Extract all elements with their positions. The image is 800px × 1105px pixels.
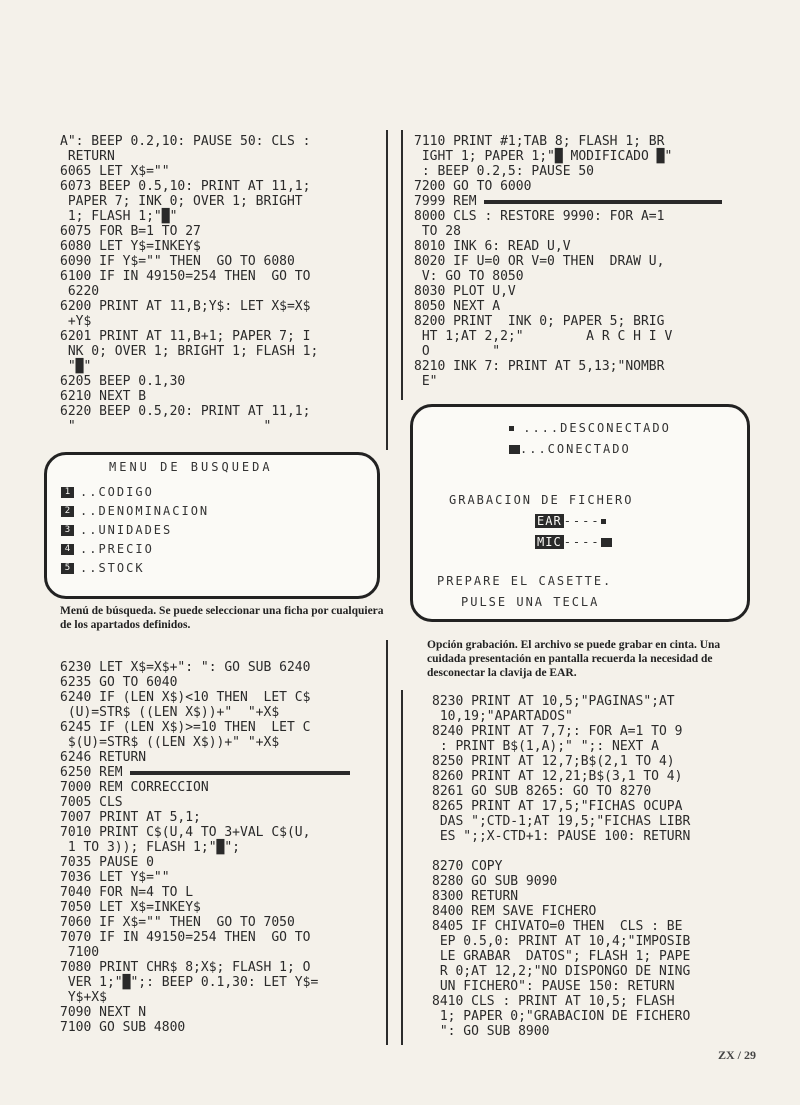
save-screen <box>410 404 750 622</box>
prepare-line: PREPARE EL CASETTE. <box>437 574 613 588</box>
code-line: HT 1;AT 2,2;" A R C H I V <box>414 329 673 344</box>
code-line: 8000 CLS : RESTORE 9990: FOR A=1 <box>414 209 665 224</box>
code-line: 8020 IF U=0 OR V=0 THEN DRAW U, <box>414 254 665 269</box>
listing-left-top <box>60 134 382 434</box>
code-line: : BEEP 0.2,5: PAUSE 50 <box>414 164 595 179</box>
code-line: 8410 CLS : PRINT AT 10,5; FLASH <box>432 994 675 1009</box>
code-line: 8030 PLOT U,V <box>414 284 516 299</box>
code-line: 7005 CLS <box>60 795 123 810</box>
menu-item[interactable] <box>61 523 209 537</box>
code-line: ES ";;X-CTD+1: PAUSE 100: RETURN <box>432 829 691 844</box>
mic-label: MIC <box>537 535 562 549</box>
code-line: 6090 IF Y$="" THEN GO TO 6080 <box>60 254 295 269</box>
code-line: TO 28 <box>414 224 461 239</box>
small-block-icon <box>601 519 606 524</box>
menu-caption: Menú de búsqueda. Se puede seleccionar una ficha por cualquiera de los apartados definidos. <box>60 605 384 631</box>
code-line: 8300 RETURN <box>432 889 519 904</box>
code-line: +Y$ <box>60 314 92 329</box>
mic-dashes: ---- <box>563 535 601 549</box>
page-number: ZX / 29 <box>718 1048 757 1062</box>
menu-item-number: 5 <box>61 563 74 574</box>
code-block <box>432 694 762 844</box>
code-line: 7036 LET Y$="" <box>60 870 170 885</box>
code-line: 6235 GO TO 6040 <box>60 675 178 690</box>
menu-item-label: ..CODIGO <box>80 485 154 499</box>
code-line: DAS ";CTD-1;AT 19,5;"FICHAS LIBR <box>432 814 691 829</box>
code-line: 6220 BEEP 0.5,20: PRINT AT 11,1; <box>60 404 311 419</box>
code-line: 8261 GO SUB 8265: GO TO 8270 <box>432 784 652 799</box>
code-line: (U)=STR$ ((LEN X$))+" "+X$ <box>60 705 280 720</box>
column-rule-left-lower <box>386 640 388 1045</box>
code-line: 8405 IF CHIVATO=0 THEN CLS : BE <box>432 919 683 934</box>
save-title: GRABACION DE FICHERO <box>449 493 634 507</box>
code-block <box>414 134 754 194</box>
code-line: LE GRABAR DATOS"; FLASH 1; PAPE <box>432 949 691 964</box>
listing-left-bottom <box>60 660 382 1035</box>
code-line: 7110 PRINT #1;TAB 8; FLASH 1; BR <box>414 134 665 149</box>
menu-list <box>61 485 209 580</box>
listing-right-top <box>414 134 754 389</box>
rem-line <box>60 765 382 780</box>
save-caption: Opción grabación. El archivo se puede grabar en cinta. Una cuidada presentación en pantalla recuerda la necesidad de desconectar la clavija de EAR. <box>427 639 721 679</box>
menu-item-label: ..UNIDADES <box>80 523 173 537</box>
code-line: 6075 FOR B=1 TO 27 <box>60 224 201 239</box>
code-line: 7090 NEXT N <box>60 1005 147 1020</box>
code-line: 7060 IF X$="" THEN GO TO 7050 <box>60 915 295 930</box>
code-line: 6210 NEXT B <box>60 389 147 404</box>
code-line: 6246 RETURN <box>60 750 147 765</box>
menu-item-number: 2 <box>61 506 74 517</box>
listing-right-bottom <box>432 694 762 1039</box>
menu-screen <box>44 452 380 599</box>
code-line: NK 0; OVER 1; BRIGHT 1; FLASH 1; <box>60 344 319 359</box>
code-line: $(U)=STR$ ((LEN X$))+" "+X$ <box>60 735 280 750</box>
column-rule-left <box>386 130 388 450</box>
mic-line <box>535 535 612 549</box>
code-line: 8240 PRINT AT 7,7;: FOR A=1 TO 9 <box>432 724 683 739</box>
code-line: 7080 PRINT CHR$ 8;X$; FLASH 1; O <box>60 960 311 975</box>
code-line: 8210 INK 7: PRINT AT 5,13;"NOMBR <box>414 359 665 374</box>
conectado-line <box>509 442 631 456</box>
code-line: Y$+X$ <box>60 990 107 1005</box>
code-line: 8400 REM SAVE FICHERO <box>432 904 597 919</box>
code-line: 6220 <box>60 284 100 299</box>
column-rule-right <box>401 130 403 400</box>
conectado-label: ...CONECTADO <box>520 442 631 456</box>
pulse-line: PULSE UNA TECLA <box>461 595 600 609</box>
code-line: 10,19;"APARTADOS" <box>432 709 573 724</box>
code-line: 7007 PRINT AT 5,1; <box>60 810 201 825</box>
code-line: 8270 COPY <box>432 859 503 874</box>
code-block <box>60 134 382 434</box>
rem-line <box>414 194 754 209</box>
code-line: 6205 BEEP 0.1,30 <box>60 374 186 389</box>
rem-bar <box>484 200 722 204</box>
code-line: 8050 NEXT A <box>414 299 501 314</box>
menu-item-label: ..PRECIO <box>80 542 154 556</box>
code-line: 6080 LET Y$=INKEY$ <box>60 239 201 254</box>
code-line: 7100 GO SUB 4800 <box>60 1020 186 1035</box>
menu-item[interactable] <box>61 542 209 556</box>
code-line: EP 0.5,0: PRINT AT 10,4;"IMPOSIB <box>432 934 691 949</box>
code-line: 6073 BEEP 0.5,10: PRINT AT 11,1; <box>60 179 311 194</box>
code-line: R 0;AT 12,2;"NO DISPONGO DE NING <box>432 964 691 979</box>
code-line: 7035 PAUSE 0 <box>60 855 154 870</box>
code-line: UN FICHERO": PAUSE 150: RETURN <box>432 979 675 994</box>
code-line: 1 TO 3)); FLASH 1;"█"; <box>60 840 241 855</box>
code-line: "█" <box>60 359 92 374</box>
menu-item-number: 4 <box>61 544 74 555</box>
menu-item-number: 1 <box>61 487 74 498</box>
menu-item[interactable] <box>61 485 209 499</box>
code-line: E" <box>414 374 438 389</box>
menu-item-number: 3 <box>61 525 74 536</box>
desconectado-line <box>509 421 671 435</box>
code-line: 6201 PRINT AT 11,B+1; PAPER 7; I <box>60 329 311 344</box>
rem-text: 7999 REM <box>414 194 477 209</box>
code-line: RETURN <box>60 149 115 164</box>
code-block <box>60 780 382 1035</box>
code-line: VER 1;"█";: BEEP 0.1,30: LET Y$= <box>60 975 319 990</box>
code-line: O " <box>414 344 501 359</box>
code-line: 7040 FOR N=4 TO L <box>60 885 194 900</box>
code-line: 8250 PRINT AT 12,7;B$(2,1 TO 4) <box>432 754 675 769</box>
code-line: ": GO SUB 8900 <box>432 1024 550 1039</box>
code-line: 7070 IF IN 49150=254 THEN GO TO <box>60 930 311 945</box>
code-block <box>414 209 754 389</box>
small-block-icon <box>509 426 514 431</box>
code-line: 6065 LET X$="" <box>60 164 170 179</box>
code-line: PAPER 7; INK 0; OVER 1; BRIGHT <box>60 194 303 209</box>
code-line: 8280 GO SUB 9090 <box>432 874 558 889</box>
code-line: 8010 INK 6: READ U,V <box>414 239 571 254</box>
code-line: 1; FLASH 1;"█" <box>60 209 178 224</box>
block-icon <box>509 445 520 454</box>
code-line: : PRINT B$(1,A);" ";: NEXT A <box>432 739 659 754</box>
code-line: 6245 IF (LEN X$)>=10 THEN LET C <box>60 720 311 735</box>
code-line: 7010 PRINT C$(U,4 TO 3+VAL C$(U, <box>60 825 311 840</box>
ear-dashes: ---- <box>563 514 601 528</box>
code-line: 6200 PRINT AT 11,B;Y$: LET X$=X$ <box>60 299 311 314</box>
desconectado-label: ....DESCONECTADO <box>523 421 671 435</box>
menu-item-label: ..STOCK <box>80 561 145 575</box>
column-rule-right-lower <box>401 690 403 1045</box>
code-line: 8200 PRINT INK 0; PAPER 5; BRIG <box>414 314 665 329</box>
ear-label: EAR <box>537 514 562 528</box>
code-line: 8230 PRINT AT 10,5;"PAGINAS";AT <box>432 694 675 709</box>
code-line: 8260 PRINT AT 12,21;B$(3,1 TO 4) <box>432 769 683 784</box>
code-line: " " <box>60 419 272 434</box>
code-line: V: GO TO 8050 <box>414 269 524 284</box>
code-line: 6100 IF IN 49150=254 THEN GO TO <box>60 269 311 284</box>
rem-text: 6250 REM <box>60 765 123 780</box>
menu-item[interactable] <box>61 561 209 575</box>
code-line: 1; PAPER 0;"GRABACION DE FICHERO <box>432 1009 691 1024</box>
code-line: 7100 <box>60 945 100 960</box>
code-block <box>432 859 762 1039</box>
code-line: 6240 IF (LEN X$)<10 THEN LET C$ <box>60 690 311 705</box>
ear-line <box>535 514 606 528</box>
code-line: IGHT 1; PAPER 1;"█ MODIFICADO █" <box>414 149 673 164</box>
code-line: 8265 PRINT AT 17,5;"FICHAS OCUPA <box>432 799 683 814</box>
menu-title: MENU DE BUSQUEDA <box>109 460 273 474</box>
block-icon <box>601 538 612 547</box>
menu-item[interactable] <box>61 504 209 518</box>
code-line: 6230 LET X$=X$+": ": GO SUB 6240 <box>60 660 311 675</box>
code-line: A": BEEP 0.2,10: PAUSE 50: CLS : <box>60 134 311 149</box>
rem-bar <box>130 771 350 775</box>
code-line: 7200 GO TO 6000 <box>414 179 532 194</box>
code-block <box>60 660 382 765</box>
menu-item-label: ..DENOMINACION <box>80 504 210 518</box>
code-line: 7050 LET X$=INKEY$ <box>60 900 201 915</box>
code-line: 7000 REM CORRECCION <box>60 780 209 795</box>
